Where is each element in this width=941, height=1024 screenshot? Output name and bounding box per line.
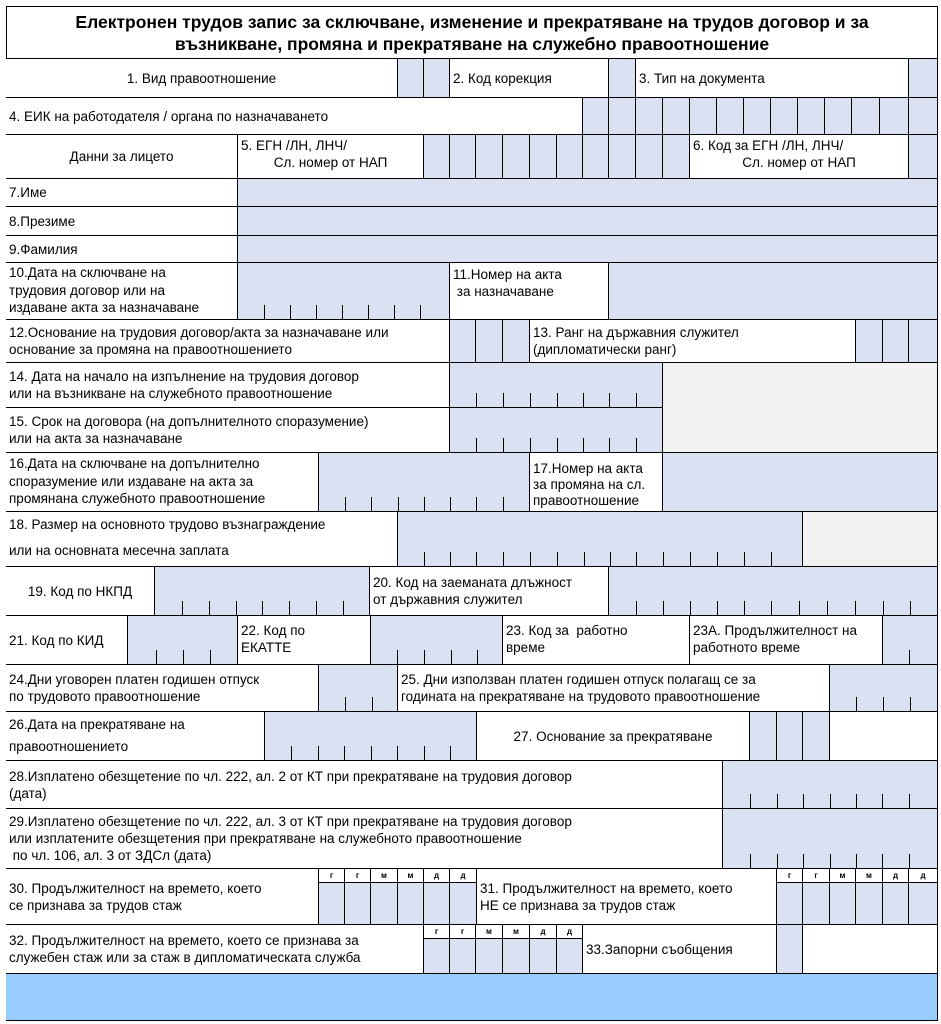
f20-label [370, 567, 609, 616]
f15-label [6, 408, 450, 453]
row-18 [6, 512, 938, 567]
f28-label-line-2: (дата) [9, 785, 47, 801]
f25-days-field[interactable] [830, 665, 938, 712]
f10-label-line-2: трудовия договор или на [9, 282, 165, 298]
row-last-name [6, 236, 938, 263]
f12-cell-3[interactable] [503, 320, 530, 363]
f26-label [6, 712, 265, 761]
f30-day-2[interactable] [450, 869, 477, 925]
f23a-label-line-2: работното време [693, 640, 801, 655]
f25-label [398, 665, 830, 712]
f5-cell-1[interactable] [424, 135, 450, 179]
f15-date-field[interactable] [450, 408, 663, 453]
f4-cell-6[interactable] [717, 98, 744, 135]
year-letter: г [777, 869, 802, 883]
year-letter: г [424, 925, 449, 939]
month-letter: м [476, 925, 502, 939]
row-bottom [6, 974, 938, 1021]
f18-salary-field[interactable] [398, 512, 803, 567]
f32-month-2[interactable] [503, 925, 530, 974]
f23-label [503, 616, 690, 665]
f23a-label-line-1: 23А. Продължителност на [693, 623, 857, 638]
middle-name-field[interactable] [238, 207, 938, 236]
f5-cell-7[interactable] [583, 135, 609, 179]
f31-label [477, 869, 777, 925]
f4-cell-7[interactable] [744, 98, 771, 135]
row-14 [6, 363, 938, 408]
f13-cell-2[interactable] [883, 320, 909, 363]
f30-year-1[interactable] [319, 869, 345, 925]
f12-label-line-1: 12.Основание на трудовия договор/акта за назначаване или [9, 325, 389, 340]
f1-label: 1. Вид правоотношение [6, 59, 398, 98]
f11-label [450, 263, 609, 320]
month-letter: м [503, 925, 529, 939]
title-line-1: Електронен трудов запис за сключване, изменение и прекратяване на трудов договор и за [75, 12, 869, 32]
f32-day-2[interactable] [557, 925, 583, 974]
f6-cell[interactable] [909, 135, 938, 179]
title-line-2: възникване, промяна и прекратяване на служебно правоотношение [174, 34, 770, 54]
f4-cell-4[interactable] [663, 98, 690, 135]
f6-label [690, 135, 909, 179]
f29-label [6, 809, 723, 869]
row-1 [6, 59, 938, 98]
f3-label: 3. Тип на документа [636, 59, 909, 98]
f14-label [6, 363, 450, 408]
f18-disabled-area [803, 512, 938, 567]
f33-label: 33.Запорни съобщения [583, 925, 777, 974]
row-24 [6, 665, 938, 712]
f22-code-field[interactable] [371, 616, 503, 665]
f29-label-line-2: или изплатените обезщетения при прекратяване на служебното правоотношение [9, 831, 522, 846]
f17-label-line-3: правоотношение [533, 493, 640, 508]
f33-cell[interactable] [777, 925, 803, 974]
day-letter: д [909, 869, 937, 883]
f24-days-field[interactable] [319, 665, 398, 712]
f12-cell-2[interactable] [476, 320, 503, 363]
f31-month-1[interactable] [830, 869, 856, 925]
f27-cell-2[interactable] [777, 712, 803, 761]
f32-year-2[interactable] [450, 925, 476, 974]
month-letter: м [398, 869, 423, 883]
f11-label-line-1: 11.Номер на акта [453, 267, 562, 282]
f20-code-field[interactable] [609, 567, 938, 616]
f31-month-2[interactable] [856, 869, 883, 925]
f14-disabled-area [663, 363, 938, 408]
f23a-label [690, 616, 883, 665]
f22-label-line-1: 22. Код по [241, 623, 306, 638]
f25-label-line-1: 25. Дни използван платен годишен отпуск полагащ се за [401, 672, 756, 687]
f10-label [6, 263, 238, 320]
f3-cell[interactable] [909, 59, 938, 98]
f4-label: 4. ЕИК на работодателя / органа по назначаването [6, 98, 583, 135]
f32-label-line-2: служебен стаж или за стаж в дипломатическата служба [9, 950, 361, 965]
f9-label: 9.Фамилия [6, 236, 238, 263]
f12-label-line-2: основание за промяна на правоотношението [9, 342, 292, 357]
f13-label [530, 320, 856, 363]
f20-label-line-2: от държавния служител [373, 592, 523, 607]
f15-label-line-2: или на акта за назначаване [9, 431, 183, 446]
f23-label-line-1: 23. Код за работно [506, 623, 628, 638]
f17-field[interactable] [663, 453, 938, 512]
f30-day-1[interactable] [424, 869, 450, 925]
f15-label-line-1: 15. Срок на договора (на допълнителното споразумение) [9, 414, 369, 429]
year-letter: г [345, 869, 370, 883]
f24-label-line-1: 24.Дни уговорен платен годишен отпуск [9, 672, 260, 687]
f4-cell-5[interactable] [690, 98, 717, 135]
f4-cell-9[interactable] [798, 98, 825, 135]
row-30 [6, 869, 938, 925]
f6-label-line-2: Сл. номер от НАП [742, 155, 856, 170]
f22-label-line-2: ЕКАТТЕ [241, 640, 292, 655]
f31-year-2[interactable] [803, 869, 830, 925]
f14-date-field[interactable] [450, 363, 663, 408]
first-name-field[interactable] [238, 179, 938, 207]
f30-month-2[interactable] [398, 869, 424, 925]
f29-label-line-3: по чл. 106, ал. 3 от ЗДСл (дата) [9, 848, 212, 863]
f11-field[interactable] [609, 263, 938, 320]
f28-date-field[interactable] [723, 761, 938, 809]
f13-label-line-2: (дипломатически ранг) [533, 342, 677, 357]
f16-label-line-2: споразумение или издаване на акта за [9, 473, 254, 489]
f27-cell-3[interactable] [803, 712, 830, 761]
f5-cell-5[interactable] [530, 135, 557, 179]
f21-label: 21. Код по КИД [6, 616, 128, 665]
day-letter: д [557, 925, 582, 939]
f17-label-line-1: 17.Номер на акта [533, 461, 643, 476]
bottom-bar [6, 974, 938, 1021]
row-32 [6, 925, 938, 974]
year-letter: г [319, 869, 344, 883]
f20-label-line-1: 20. Код на заеманата длъжност [373, 575, 573, 590]
f4-cell-2[interactable] [609, 98, 636, 135]
f31-day-2[interactable] [909, 869, 938, 925]
f30-label [6, 869, 319, 925]
f5-cell-2[interactable] [450, 135, 476, 179]
f2-label: 2. Код корекция [450, 59, 609, 98]
f7-label: 7.Име [6, 179, 238, 207]
f16-date-field[interactable] [319, 453, 530, 512]
f28-label [6, 761, 723, 809]
last-name-field[interactable] [238, 236, 938, 263]
f32-day-1[interactable] [530, 925, 557, 974]
row-26 [6, 712, 938, 761]
f5-cell-10[interactable] [663, 135, 690, 179]
f19-label: 19. Код по НКПД [6, 567, 155, 616]
f4-cell-8[interactable] [771, 98, 798, 135]
year-letter: г [803, 869, 829, 883]
day-letter: д [883, 869, 908, 883]
f25-label-line-2: годината на прекратяване на трудовото правоотношение [401, 689, 761, 704]
f18-label [6, 512, 398, 567]
employment-record-form [6, 6, 938, 1021]
row-middle-name [6, 207, 938, 236]
f4-cell-1[interactable] [583, 98, 609, 135]
f27-label: 27. Основание за прекратяване [477, 712, 750, 761]
f14-label-line-1: 14. Дата на начало на изпълнение на трудовия договор [9, 369, 359, 384]
f17-label-line-2: за промяна на сл. [533, 477, 646, 492]
f5-cell-9[interactable] [636, 135, 663, 179]
f16-label-line-3: промянана служебното правоотношение [9, 491, 266, 506]
f12-label [6, 320, 450, 363]
row-12 [6, 320, 938, 363]
f30-year-2[interactable] [345, 869, 371, 925]
f28-label-line-1: 28.Изплатено обезщетение по чл. 222, ал. 2 от КТ при прекратяване на трудовия договор [9, 768, 572, 784]
person-data-label: Данни за лицето [6, 135, 238, 179]
f5-cell-3[interactable] [476, 135, 503, 179]
row-16 [6, 453, 938, 512]
year-letter: г [450, 925, 475, 939]
f18-label-line-2: или на основната месечна заплата [9, 543, 229, 558]
row-2 [6, 98, 938, 135]
f32-label [6, 925, 424, 974]
f31-label-line-1: 31. Продължителност на времето, което [480, 880, 733, 896]
f22-label [238, 616, 371, 665]
f13-cell-1[interactable] [856, 320, 883, 363]
f5-cell-8[interactable] [609, 135, 636, 179]
f24-label-line-2: по трудовото правоотношение [9, 689, 201, 704]
form-title [6, 6, 938, 59]
f17-label [530, 453, 663, 512]
f31-year-1[interactable] [777, 869, 803, 925]
f10-label-line-1: 10.Дата на сключване на [9, 265, 166, 280]
f11-label-line-2: за назначаване [453, 284, 554, 299]
row-10 [6, 263, 938, 320]
f30-label-line-2: се признава за трудов стаж [9, 897, 182, 913]
f29-date-field[interactable] [723, 809, 938, 869]
day-letter: д [450, 869, 476, 883]
f1-cell-1[interactable] [398, 59, 424, 98]
f5-label-line-2: Сл. номер от НАП [273, 155, 388, 170]
f1-cell-2[interactable] [424, 59, 450, 98]
f23-label-line-2: време [506, 640, 545, 655]
f31-label-line-2: НЕ се признава за трудов стаж [480, 897, 676, 913]
f5-label-line-1: 5. ЕГН /ЛН, ЛНЧ/ [241, 138, 348, 153]
f10-date-field[interactable] [238, 263, 450, 320]
f12-cell-1[interactable] [450, 320, 476, 363]
row-first-name [6, 179, 938, 207]
f32-month-1[interactable] [476, 925, 503, 974]
f26-label-line-2: правоотношението [9, 739, 129, 754]
f6-label-line-1: 6. Код за ЕГН /ЛН, ЛНЧ/ [693, 138, 844, 153]
f4-cell-13[interactable] [909, 98, 938, 135]
f4-cell-10[interactable] [825, 98, 852, 135]
f27-cell-1[interactable] [750, 712, 777, 761]
month-letter: м [371, 869, 397, 883]
row-15 [6, 408, 938, 453]
f31-day-1[interactable] [883, 869, 909, 925]
f5-cell-4[interactable] [503, 135, 530, 179]
f23a-field[interactable] [883, 616, 938, 665]
row-3 [6, 135, 938, 179]
f5-label [238, 135, 424, 179]
f5-cell-6[interactable] [557, 135, 583, 179]
f21-code-field[interactable] [128, 616, 238, 665]
month-letter: м [856, 869, 882, 883]
f13-cell-3[interactable] [909, 320, 938, 363]
row-21 [6, 616, 938, 665]
f2-cell[interactable] [609, 59, 636, 98]
f30-label-line-1: 30. Продължителност на времето, което [9, 880, 262, 896]
f26-date-field[interactable] [265, 712, 477, 761]
row-19 [6, 567, 938, 616]
f10-label-line-3: издаване акта за назначаване [9, 300, 200, 315]
f13-label-line-1: 13. Ранг на държавния служител [533, 325, 739, 340]
f8-label: 8.Презиме [6, 207, 238, 236]
f33-empty [803, 925, 938, 974]
f16-label [6, 453, 319, 512]
f14-label-line-2: или на възникване на служебното правоотношение [9, 386, 333, 401]
f4-cell-12[interactable] [880, 98, 909, 135]
f18-label-line-1: 18. Размер на основното трудово възнаграждение [9, 517, 326, 532]
f24-label [6, 665, 319, 712]
day-letter: д [530, 925, 556, 939]
f19-code-field[interactable] [155, 567, 370, 616]
row-28 [6, 761, 938, 809]
f26-label-line-1: 26.Дата на прекратяване на [9, 717, 185, 732]
f27-empty [830, 712, 938, 761]
f15-disabled-area [663, 408, 938, 453]
month-letter: м [830, 869, 855, 883]
f4-cell-11[interactable] [852, 98, 880, 135]
f30-month-1[interactable] [371, 869, 398, 925]
f16-label-line-1: 16.Дата на сключване на допълнително [9, 456, 260, 471]
row-29 [6, 809, 938, 869]
f32-label-line-1: 32. Продължителност на времето, което се признава за [9, 933, 359, 948]
f4-cell-3[interactable] [636, 98, 663, 135]
f29-label-line-1: 29.Изплатено обезщетение по чл. 222, ал. 3 от КТ при прекратяване на трудовия договор [9, 814, 572, 829]
day-letter: д [424, 869, 449, 883]
f32-year-1[interactable] [424, 925, 450, 974]
